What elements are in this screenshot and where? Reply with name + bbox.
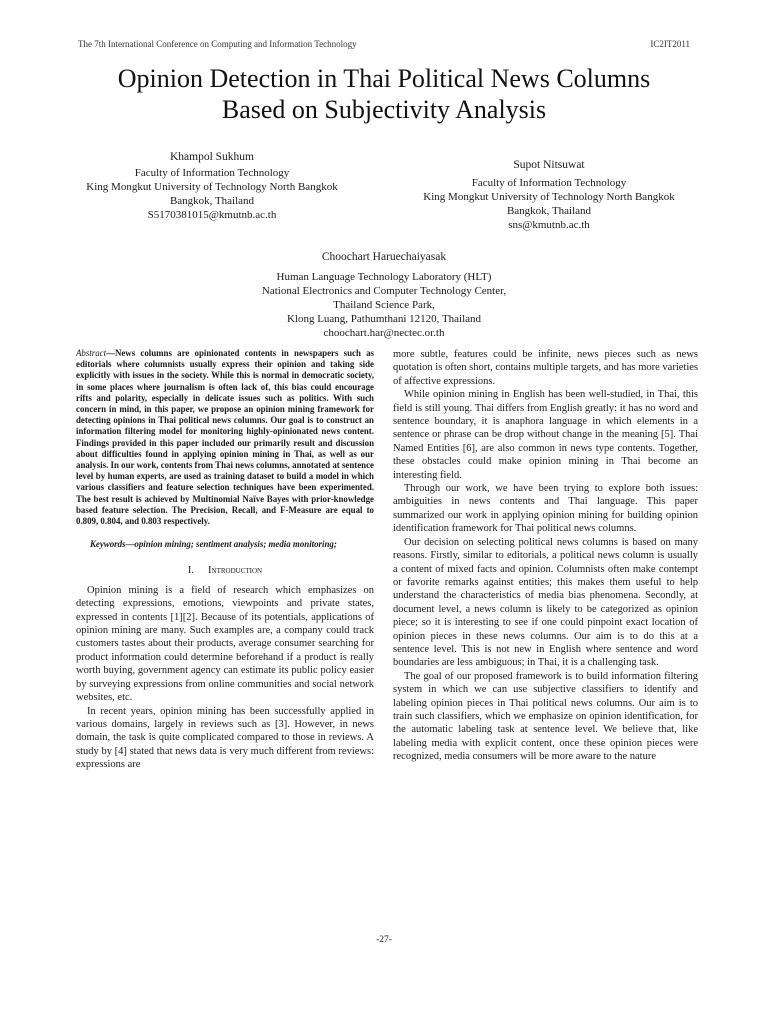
right-column bbox=[393, 348, 698, 764]
author-block-2 bbox=[395, 158, 703, 232]
abstract-text: —News columns are opinionated contents in newspapers such as editorials where columnists usually express their opinion and taking side explicitly with issues in the society. While this is normal in democratic society, in some places where journalism is often lack of, this bias could encourage rifts and polarity, especially in delicate issues such as politics. With such concern in mind, in this paper, we propose an opinion mining framework for detecting opinions in Thai political news columns. Our goal is to construct an information filtering model for monitoring highly-opinionated news content. Findings provided in this paper included our primarily result and discussion about difficulties found in applying opinion mining in Thai, as well as our analysis. In our work, contents from Thai news columns, annotated at sentence level by human experts, are used as training dataset to build a model in which various classifiers and feature selection techniques have been experimented. The best result is achieved by Multinomial Naïve Bayes with prior-knowledge based feature selection. The Precision, Recall, and F-Measure are equal to 0.809, 0.804, and 0.803 respectively. bbox=[76, 348, 374, 527]
section-number: I. bbox=[187, 565, 195, 577]
keywords-label: Keywords bbox=[90, 539, 126, 550]
author-block-3 bbox=[214, 250, 554, 340]
keywords-text: —opinion mining; sentiment analysis; media monitoring; bbox=[125, 539, 337, 550]
paper-title bbox=[40, 63, 728, 125]
author-affiliation-line: Thailand Science Park, bbox=[333, 299, 435, 311]
body-paragraph: Opinion mining is a field of research which emphasizes on detecting expressions, emotions, viewpoints and private states, expressed in contents [1][2]. Because of its potentials, applications of opinion mining are many. Such examples are, a company could track customers tastes about their products, average consumer searching for product information could determine beforehand if a product is really worth buying, government agency can estimate its public policy easier by surveying expressions from online communities and social network websites, etc. bbox=[76, 584, 374, 704]
author-affiliation-line: Faculty of Information Technology bbox=[471, 177, 627, 189]
page-number: -27- bbox=[376, 935, 392, 945]
title-line-2: Based on Subjectivity Analysis bbox=[221, 95, 547, 124]
keywords bbox=[76, 539, 374, 550]
abstract-label: Abstract bbox=[76, 348, 107, 358]
left-column bbox=[76, 348, 374, 772]
author-email: choochart.har@nectec.or.th bbox=[323, 327, 445, 339]
body-paragraph: Through our work, we have been trying to explore both issues: ambiguities in news contents and Thai language. This paper summarized our work in applying opinion mining for building opinion identification framework for Thai political news columns. bbox=[393, 483, 698, 535]
body-paragraph: While opinion mining in English has been well-studied, in Thai, this field is still young. Thai differs from English greatly: it has no word and sentence boundary, it is anaphora language in which elements in a sentence or phrase can be drop without change in the meaning [5]. Thai Named Entities [6], are also common in news type contents. Together, these obstacles could make opinion mining in Thai become an interesting field. bbox=[393, 389, 698, 481]
body-paragraph: more subtle, features could be infinite, news pieces such as news quotation is often short, contains multiple targets, and has more varieties of affective expressions. bbox=[393, 349, 698, 387]
author-name: Supot Nitsuwat bbox=[513, 159, 585, 171]
author-email: sns@kmutnb.ac.th bbox=[508, 219, 590, 231]
author-name: Khampol Sukhum bbox=[169, 151, 254, 163]
body-paragraph: Our decision on selecting political news columns is based on many reasons. Firstly, similar to editorials, a political news column is usually a content of mixed facts and opinion. Columnists often make contempt or favorite remarks against entities; this makes them useful to help understand the characteristics of media bias phenomena. Secondly, at document level, a news column is likely to be categorized as opinion piece; so it is interesting to see if one could pinpoint exact location of opinion pieces in these news columns. Our aim is to do this at a sentence level. This is not new in English where sentence and word boundaries are less ambiguous; in Thai, it is a challenging task. bbox=[393, 536, 698, 669]
running-header-conference: The 7th International Conference on Computing and Information Technology bbox=[78, 39, 357, 49]
author-affiliation-line: Human Language Technology Laboratory (HLT) bbox=[276, 271, 492, 283]
section-heading bbox=[76, 564, 374, 577]
body-paragraph: In recent years, opinion mining has been successfully applied in various domains, largely in reviews such as [3]. However, in news domain, the task is quite complicated compared to those in reviews. A study by [4] stated that news data is very much different from reviews: expressions are bbox=[76, 705, 374, 771]
title-line-1: Opinion Detection in Thai Political News Columns bbox=[117, 64, 651, 93]
author-affiliation-line: National Electronics and Computer Technology Center, bbox=[261, 285, 507, 297]
author-block-1 bbox=[62, 150, 362, 222]
running-header-code: IC2IT2011 bbox=[650, 39, 690, 49]
author-affiliation-line: Bangkok, Thailand bbox=[169, 195, 255, 207]
author-affiliation-line: Faculty of Information Technology bbox=[134, 167, 290, 179]
author-affiliation-line: Klong Luang, Pathumthani 12120, Thailand bbox=[286, 313, 482, 325]
abstract bbox=[76, 348, 374, 527]
author-affiliation-line: King Mongkut University of Technology North Bangkok bbox=[86, 181, 338, 193]
author-name: Choochart Haruechaiyasak bbox=[321, 251, 447, 263]
author-email: S5170381015@kmutnb.ac.th bbox=[147, 209, 277, 221]
author-affiliation-line: King Mongkut University of Technology North Bangkok bbox=[423, 191, 675, 203]
author-affiliation-line: Bangkok, Thailand bbox=[506, 205, 592, 217]
section-title: Introduction bbox=[208, 565, 263, 577]
body-paragraph: The goal of our proposed framework is to build information filtering system in which we can use subjective classifiers to identify and labeling opinion pieces in Thai political news columns. Our aim is to train such classifiers, which we emphasize on opinion identification, for the automatic labeling task at sentence level. We believe that, like labeling media with explicit content, once these opinion pieces were recognized, media consumers will be more aware to the nature bbox=[393, 670, 698, 763]
